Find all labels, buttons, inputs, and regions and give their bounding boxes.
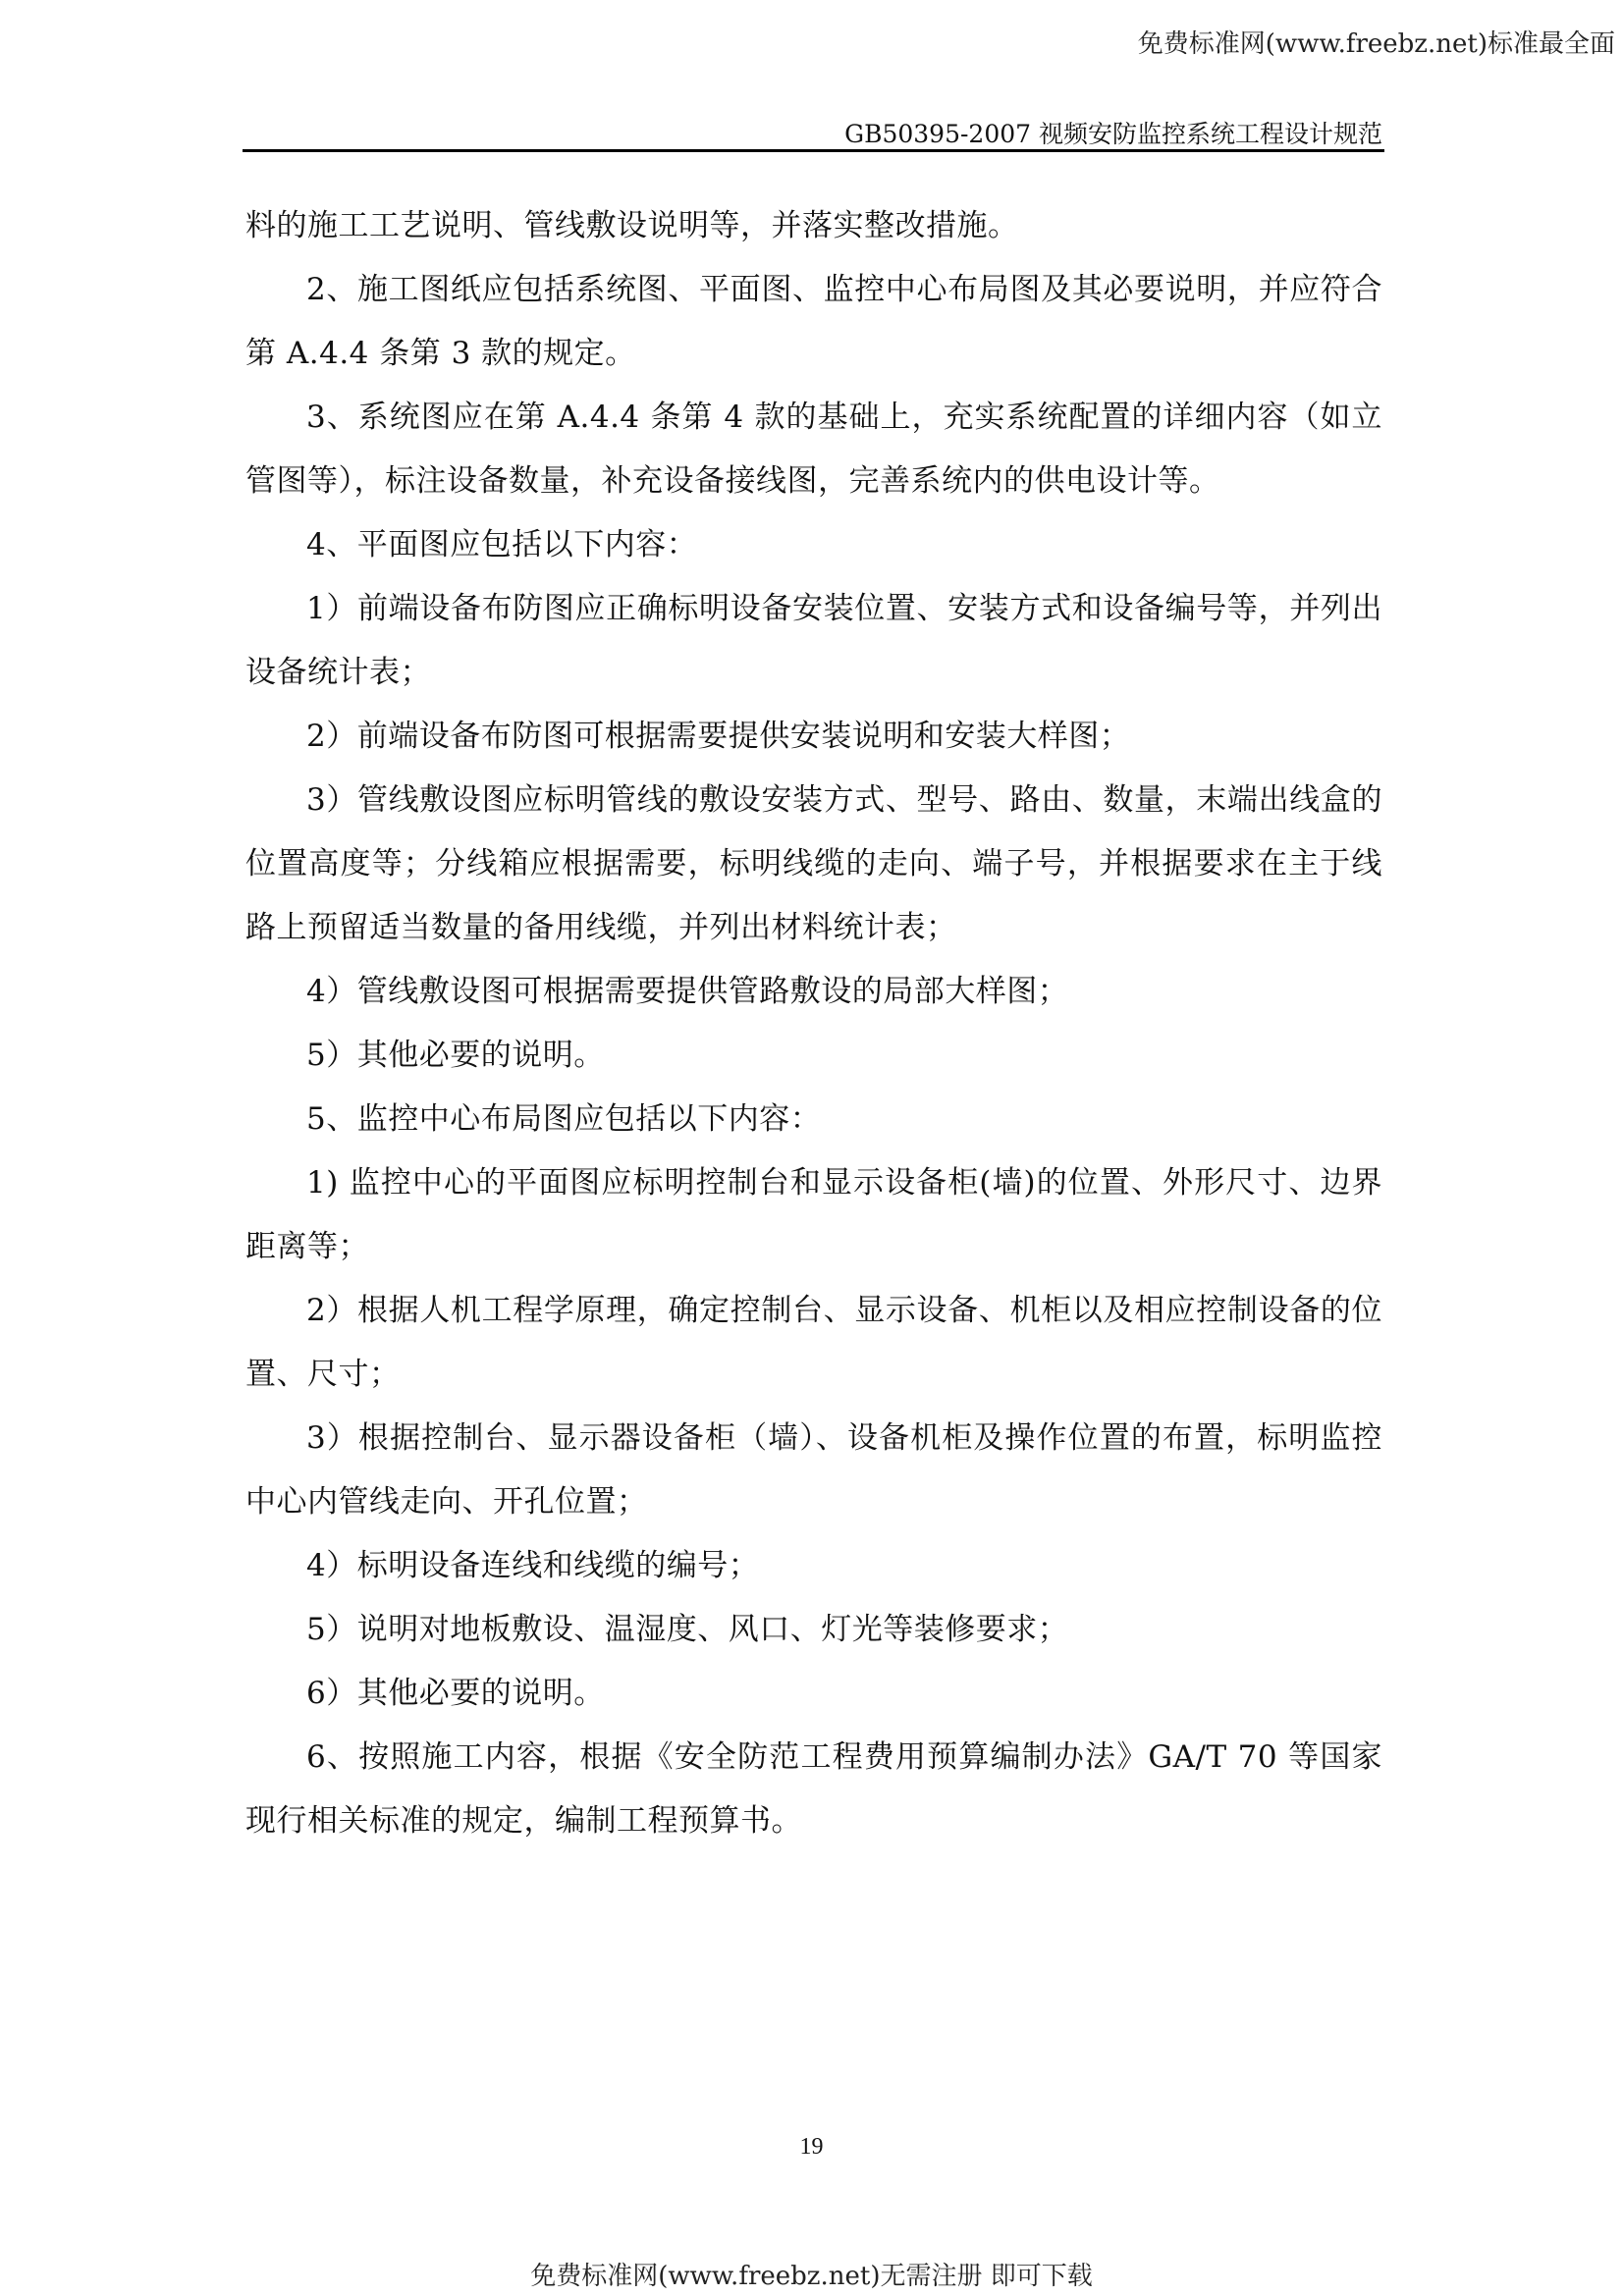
running-header: GB50395-2007 视频安防监控系统工程设计规范 [844,120,1382,148]
page-number: 19 [799,2134,824,2160]
paragraph-7: 3）管线敷设图应标明管线的敷设安装方式、型号、路由、数量，末端出线盒的位置高度等；分线箱应根据需要，标明线缆的走向、端子号，并根据要求在主于线路上预留适当数量的备用线缆，并列出材料统计表； [245,782,1382,945]
paragraph-12: 2）根据人机工程学原理，确定控制台、显示设备、机柜以及相应控制设备的位置、尺寸； [245,1293,1382,1392]
paragraph-1: 料的施工工艺说明、管线敷设说明等，并落实整改措施。 [245,208,1019,243]
paragraph-11: 1) 监控中心的平面图应标明控制台和显示设备柜(墙)的位置、外形尺寸、边界距离等； [245,1165,1382,1264]
paragraph-17: 6、按照施工内容，根据《安全防范工程费用预算编制办法》GA/T 70 等国家现行相关标准的规定，编制工程预算书。 [245,1739,1382,1839]
paragraph-16: 6）其他必要的说明。 [306,1676,605,1711]
paragraph-5: 1）前端设备布防图应正确标明设备安装位置、安装方式和设备编号等，并列出设备统计表； [245,591,1382,690]
body-text [245,194,1382,1853]
paragraph-13: 3）根据控制台、显示器设备柜（墙）、设备机柜及操作位置的布置，标明监控中心内管线走向、开孔位置； [245,1420,1382,1520]
header-rule [243,149,1384,152]
paragraph-15: 5）说明对地板敷设、温湿度、风口、灯光等装修要求； [306,1612,1069,1647]
bottom-watermark: 免费标准网(www.freebz.net)无需注册 即可下载 [530,2262,1093,2291]
paragraph-3: 3、系统图应在第 A.4.4 条第 4 款的基础上，充实系统配置的详细内容（如立管图等），标注设备数量，补充设备接线图，完善系统内的供电设计等。 [245,400,1382,499]
paragraph-14: 4）标明设备连线和线缆的编号； [306,1548,760,1583]
paragraph-4: 4、平面图应包括以下内容： [306,527,698,562]
paragraph-6: 2）前端设备布防图可根据需要提供安装说明和安装大样图； [306,719,1131,754]
paragraph-9: 5）其他必要的说明。 [306,1038,605,1073]
paragraph-2: 2、施工图纸应包括系统图、平面图、监控中心布局图及其必要说明，并应符合第 A.4.4 条第 3 款的规定。 [245,272,1382,371]
paragraph-8: 4）管线敷设图可根据需要提供管路敷设的局部大样图； [306,974,1069,1009]
top-watermark: 免费标准网(www.freebz.net)标准最全面 [1137,29,1615,59]
paragraph-10: 5、监控中心布局图应包括以下内容： [306,1101,822,1137]
